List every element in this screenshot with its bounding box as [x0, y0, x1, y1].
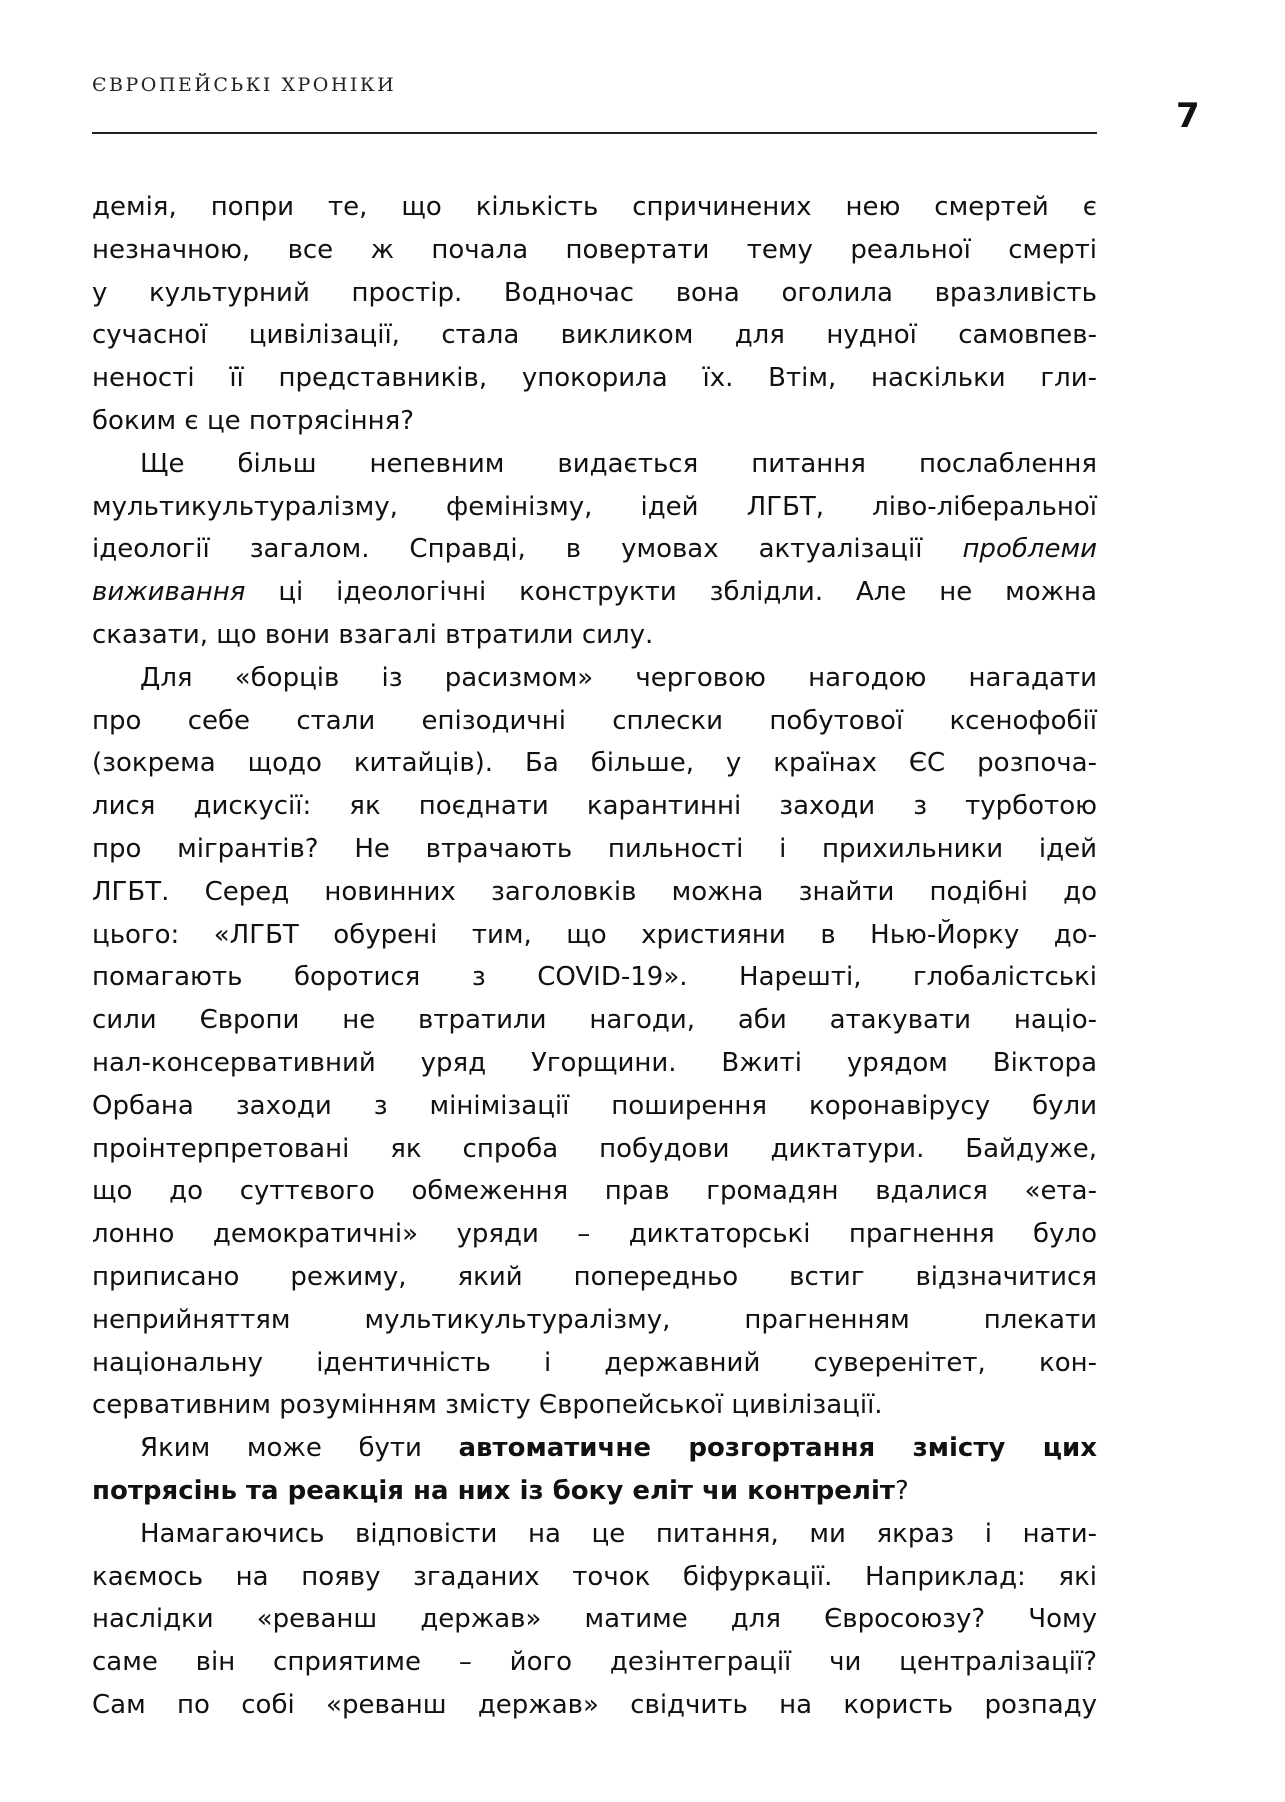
text-line: каємось на появу згаданих точок біфуркації. Наприклад: які: [92, 1561, 1097, 1592]
text-line: неприйняттям мультикультуралізму, прагненням плекати: [92, 1304, 1097, 1335]
text-segment: ?: [894, 1475, 909, 1506]
bold-phrase: потрясінь та реакція на них із боку еліт чи контреліт: [92, 1475, 895, 1506]
text-line: Сам по собі «реванш держав» свідчить на користь розпаду: [92, 1689, 1097, 1720]
text-line: сервативним розумінням змісту Європейської цивілізації.: [92, 1390, 883, 1421]
text-line: сказати, що вони взагалі втратили силу.: [92, 619, 654, 650]
text-segment: Яким може бути: [140, 1433, 422, 1464]
text-line: цього: «ЛГБТ обурені тим, що християни в Нью-Йорку до-: [92, 919, 1097, 950]
text-line: сили Європи не втратили нагоди, аби атакувати націо-: [92, 1005, 1097, 1036]
text-line: Ще більш непевним видається питання послаблення: [140, 448, 1097, 479]
paragraph-4: [92, 1427, 1097, 1513]
text-line: [92, 528, 1097, 571]
text-line: у культурний простір. Водночас вона оголила вразливість: [92, 277, 1097, 308]
text-line: наслідки «реванш держав» матиме для Євросоюзу? Чому: [92, 1604, 1097, 1635]
text-line: лонно демократичні» уряди – диктаторські прагнення було: [92, 1219, 1097, 1250]
text-line: боким є це потрясіння?: [92, 405, 415, 436]
text-line: про себе стали епізодичні сплески побутової ксенофобії: [92, 705, 1097, 736]
running-head: ЄВРОПЕЙСЬКІ ХРОНІКИ: [92, 74, 397, 96]
text-line: Намагаючись відповісти на це питання, ми якраз і нати-: [140, 1518, 1097, 1549]
text-line: сучасної цивілізації, стала викликом для нудної самовпев-: [92, 320, 1097, 351]
paragraph-2: [92, 443, 1097, 657]
text-line: приписано режиму, який попередньо встиг відзначитися: [92, 1261, 1097, 1292]
text-line: [92, 1470, 1097, 1513]
text-line: саме він сприятиме – його дезінтеграції чи централізації?: [92, 1647, 1097, 1678]
text-line: неності її представників, упокорила їх. Втім, наскільки гли-: [92, 363, 1097, 394]
text-line: про мігрантів? Не втрачають пильності і прихильники ідей: [92, 833, 1097, 864]
text-line: ЛГБТ. Серед новинних заголовків можна знайти подібні до: [92, 876, 1097, 907]
italic-term: виживання: [92, 577, 246, 608]
paragraph-3: [92, 657, 1097, 1427]
text-segment: ідеології загалом. Справді, в умовах актуалізації: [92, 534, 923, 565]
text-line: [92, 1427, 1097, 1470]
text-line: лися дискусії: як поєднати карантинні заходи з турботою: [92, 791, 1097, 822]
text-line: мультикультуралізму, фемінізму, ідей ЛГБТ, ліво-ліберальної: [92, 491, 1097, 522]
text-line: Для «борців із расизмом» черговою нагодою нагадати: [140, 662, 1097, 693]
text-line: [92, 571, 1097, 614]
paragraph-5: [92, 1513, 1097, 1727]
paragraph-1: [92, 186, 1097, 443]
bold-phrase: автоматичне розгортання змісту цих: [458, 1433, 1097, 1464]
text-line: проінтерпретовані як спроба побудови диктатури. Байдуже,: [92, 1133, 1097, 1164]
text-line: демія, попри те, що кількість спричинених нею смертей є: [92, 192, 1097, 222]
text-line: незначною, все ж почала повертати тему реальної смерті: [92, 234, 1097, 265]
text-segment: ці ідеологічні конструкти зблідли. Але не можна: [278, 577, 1097, 608]
text-line: (зокрема щодо китайців). Ба більше, у країнах ЄС розпоча-: [92, 748, 1097, 779]
text-line: Орбана заходи з мінімізації поширення коронавірусу були: [92, 1090, 1097, 1121]
text-line: національну ідентичність і державний суверенітет, кон-: [92, 1347, 1097, 1378]
header-rule: [92, 132, 1097, 134]
page-number: 7: [1176, 96, 1200, 136]
italic-term: проблеми: [962, 534, 1098, 565]
text-line: що до суттєвого обмеження прав громадян вдалися «ета-: [92, 1176, 1097, 1207]
text-line: нал-консервативний уряд Угорщини. Вжиті урядом Віктора: [92, 1047, 1097, 1078]
body-text: [92, 186, 1097, 1727]
text-line: помагають боротися з COVID-19». Нарешті, глобалістські: [92, 962, 1097, 993]
